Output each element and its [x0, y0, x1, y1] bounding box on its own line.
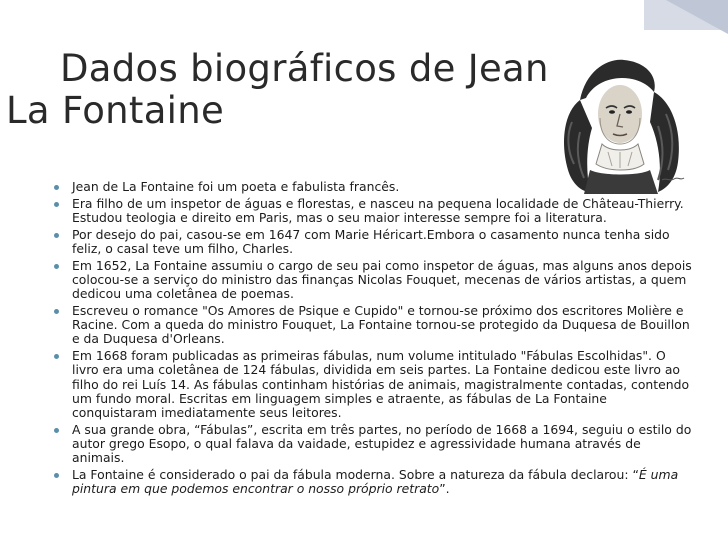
bullet-text: Em 1652, La Fontaine assumiu o cargo de seu pai como inspetor de águas, mas alguns anos depois colocou-se a serviço do ministro das finanças Nicolas Fouquet, mecenas de vários artistas, a quem dedicou uma coletânea de poemas. [72, 257, 692, 302]
bullet-text: Jean de La Fontaine foi um poeta e fabulista francês. [72, 179, 400, 194]
slide-title-line-1: Dados biográficos de Jean [60, 47, 549, 90]
bullet-dot [54, 264, 59, 269]
quote-text: É uma pintura em que podemos encontrar o nosso próprio retrato [72, 467, 679, 497]
bullet-text: A sua grande obra, “Fábulas”, escrita em três partes, no período de 1668 a 1694, seguiu o estilo do autor grego Esopo, o qual falava da vaidade, estupidez e agressividade humana através de animais. [72, 421, 692, 466]
bullet-text: Por desejo do pai, casou-se em 1647 com Marie Héricart.Embora o casamento nunca tenha sido feliz, o casal teve um filho, Charles. [72, 226, 670, 256]
bullet-text: Em 1668 foram publicadas as primeiras fábulas, num volume intitulado "Fábulas Escolhidas". O livro era uma coletânea de 124 fábulas, dividida em seis partes. La Fontaine dedicou este livro ao filho do rei Luís 14. As fábulas continham histórias de animais, magistralmente contadas, contendo um fundo moral. Escritas em linguagem simples e atraente, as fábulas de La Fontaine conquistaram imediatamente seus leitores. [72, 348, 690, 421]
bullet-dot [54, 309, 59, 314]
slide-title-line-2: La Fontaine [6, 89, 225, 132]
bullet-text: Era filho de um inspetor de águas e florestas, e nasceu na pequena localidade de Château-Thierry. Estudou teologia e direito em Paris, mas o seu maior interesse sempre foi a literatura. [72, 195, 684, 225]
list-item [52, 197, 692, 225]
list-item [52, 423, 692, 466]
bullet-list [52, 180, 692, 499]
list-item [52, 228, 692, 256]
bullet-dot [54, 202, 59, 207]
list-item [52, 304, 692, 347]
list-item [52, 349, 692, 420]
bullet-dot [54, 473, 59, 478]
bullet-dot [54, 185, 59, 190]
list-item [52, 180, 692, 194]
list-item [52, 468, 692, 496]
portrait-engraving [550, 52, 696, 194]
bullet-dot [54, 428, 59, 433]
bullet-text: La Fontaine é considerado o pai da fábula moderna. Sobre a natureza da fábula declarou: “ [72, 467, 639, 483]
slide-title [6, 48, 626, 132]
bullet-dot [54, 354, 59, 359]
bullet-dot [54, 233, 59, 238]
quote-close: ”. [439, 481, 450, 497]
list-item [52, 259, 692, 302]
bullet-text: Escreveu o romance "Os Amores de Psique e Cupido" e tornou-se próximo dos escritores Molière e Racine. Com a queda do ministro Fouquet, La Fontaine tornou-se protegido da Duquesa de Bouillon e da Duquesa d'Orleans. [72, 303, 690, 347]
